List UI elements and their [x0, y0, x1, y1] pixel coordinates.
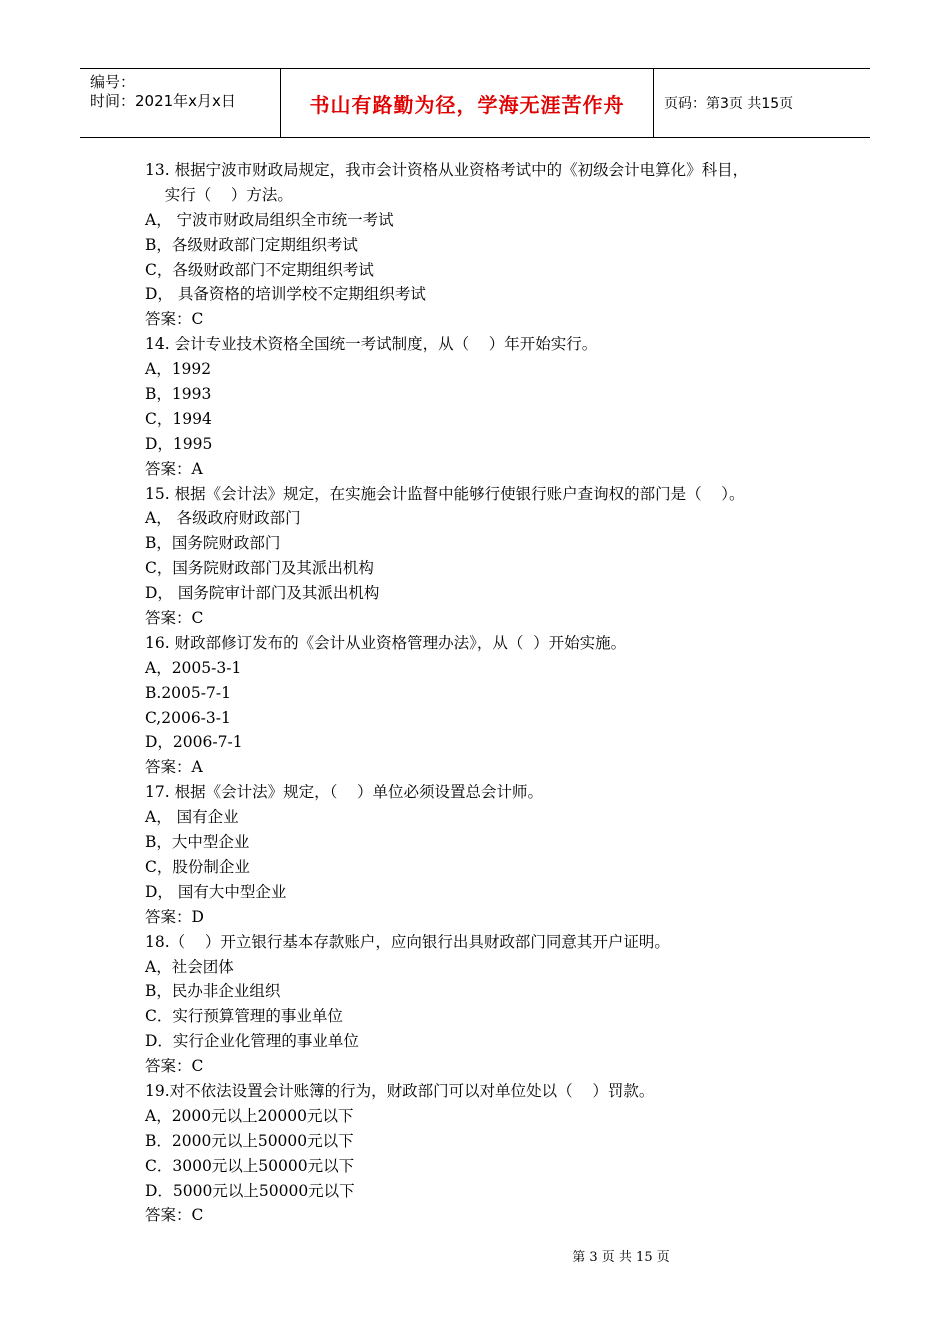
text-line: D， 具备资格的培训学校不定期组织考试	[145, 285, 426, 304]
header-meta	[80, 69, 281, 137]
text-line: 15. 根据《会计法》规定，在实施会计监督中能够行使银行账户查询权的部门是（ ）。	[145, 484, 745, 503]
text-line: A， 宁波市财政局组织全市统一考试	[145, 210, 394, 229]
text-line: D，2006-7-1	[145, 733, 243, 752]
text-line: B，1993	[145, 385, 212, 404]
header-page-cell	[654, 69, 870, 137]
text-line: B，民办非企业组织	[145, 982, 281, 1001]
text-line: C，股份制企业	[145, 857, 250, 876]
text-line: 14. 会计专业技术资格全国统一考试制度，从（ ）年开始实行。	[145, 335, 598, 354]
text-line: A，1992	[145, 360, 212, 379]
text-line: B，国务院财政部门	[145, 534, 281, 553]
header-motto-cell	[281, 69, 654, 137]
answer-line: 答案：D	[145, 907, 204, 926]
page-header	[80, 68, 870, 138]
page-indicator: 页码：第3页 共15页	[664, 96, 794, 112]
text-line: A， 国有企业	[145, 808, 239, 827]
text-line: B.2005-7-1	[145, 683, 231, 702]
text-line: A，2005-3-1	[145, 658, 242, 677]
answer-line: 答案：C	[145, 310, 204, 329]
text-line: 19.对不依法设置会计账簿的行为，财政部门可以对单位处以（ ）罚款。	[145, 1081, 655, 1100]
document-date: 时间：2021年x月x日	[90, 92, 236, 110]
text-line: B，各级财政部门定期组织考试	[145, 235, 358, 254]
answer-line: 答案：C	[145, 1206, 204, 1225]
text-line: D．实行企业化管理的事业单位	[145, 1032, 359, 1051]
text-line: B．2000元以上50000元以下	[145, 1131, 354, 1150]
text-line: 17. 根据《会计法》规定，（ ）单位必须设置总会计师。	[145, 783, 544, 802]
question-list	[145, 158, 845, 1228]
text-line: 实行（ ）方法。	[145, 185, 293, 204]
text-line: D， 国有大中型企业	[145, 882, 287, 901]
text-line: D，1995	[145, 434, 213, 453]
text-line: 16. 财政部修订发布的《会计从业资格管理办法》，从（ ）开始实施。	[145, 633, 627, 652]
answer-line: 答案：A	[145, 758, 203, 777]
text-line: A， 各级政府财政部门	[145, 509, 301, 528]
text-line: C，国务院财政部门及其派出机构	[145, 559, 374, 578]
answer-line: 答案：A	[145, 459, 203, 478]
answer-line: 答案：C	[145, 1057, 204, 1076]
text-line: D．5000元以上50000元以下	[145, 1181, 355, 1200]
motto-text: 书山有路勤为径，学海无涯苦作舟	[309, 92, 625, 117]
text-line: A，社会团体	[145, 957, 234, 976]
text-line: B，大中型企业	[145, 833, 250, 852]
text-line: C，1994	[145, 409, 212, 428]
answer-line: 答案：C	[145, 609, 204, 628]
text-line: C．3000元以上50000元以下	[145, 1156, 355, 1175]
text-line: C．实行预算管理的事业单位	[145, 1007, 343, 1026]
document-number: 编号：	[90, 73, 136, 91]
page-footer	[0, 1246, 950, 1265]
text-line: D， 国务院审计部门及其派出机构	[145, 584, 380, 603]
footer-page-number: 第 3 页 共 15 页	[572, 1250, 670, 1265]
text-line: C,2006-3-1	[145, 708, 231, 727]
text-line: C，各级财政部门不定期组织考试	[145, 260, 374, 279]
text-line: A，2000元以上20000元以下	[145, 1106, 354, 1125]
text-line: 18.（ ）开立银行基本存款账户，应向银行出具财政部门同意其开户证明。	[145, 932, 670, 951]
text-line: 13. 根据宁波市财政局规定，我市会计资格从业资格考试中的《初级会计电算化》科目，	[145, 161, 749, 179]
